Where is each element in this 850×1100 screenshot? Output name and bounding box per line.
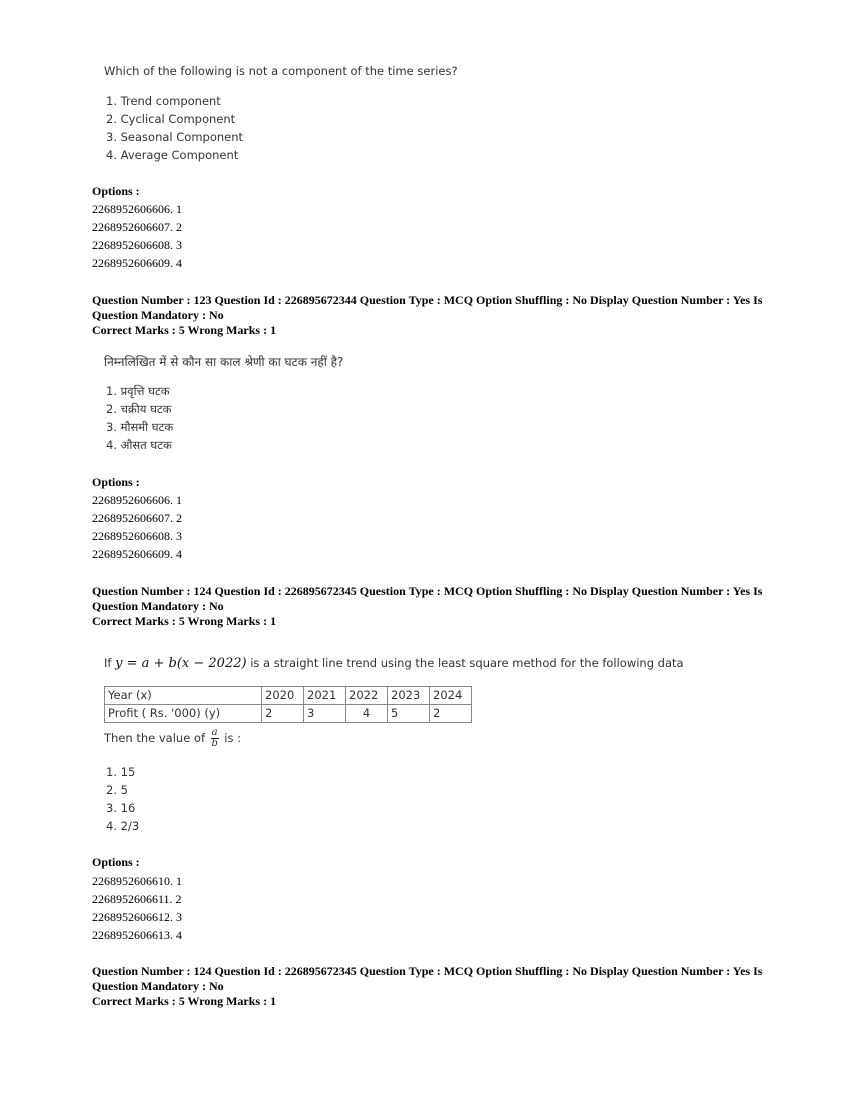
table-cell: 2 xyxy=(262,705,304,723)
option-item: 2268952606607. 2 xyxy=(92,220,182,234)
option-item: 2268952606612. 3 xyxy=(92,910,182,924)
option-list xyxy=(92,200,182,272)
option-item: 2268952606606. 1 xyxy=(92,202,182,216)
followup-text xyxy=(104,728,241,749)
table-cell: 3 xyxy=(304,705,346,723)
choice-item: 3. Seasonal Component xyxy=(106,130,244,144)
option-item: 2268952606609. 4 xyxy=(92,547,182,561)
option-item: 2268952606613. 4 xyxy=(92,928,182,942)
choice-list xyxy=(106,382,173,454)
choice-list xyxy=(106,763,139,835)
fraction-numerator: a xyxy=(211,727,218,738)
options-label: Options : xyxy=(92,184,140,198)
marks-line: Correct Marks : 5 Wrong Marks : 1 xyxy=(92,323,277,337)
choice-list xyxy=(106,92,243,164)
question-text: Which of the following is not a component of the time series? xyxy=(104,64,458,78)
choice-item: 3. 16 xyxy=(106,801,136,815)
choice-item: 3. मौसमी घटक xyxy=(106,420,174,434)
question-text xyxy=(104,656,684,671)
choice-item: 4. Average Component xyxy=(106,148,239,162)
choice-item: 2. 5 xyxy=(106,783,128,797)
table-cell: 2020 xyxy=(262,687,304,705)
question-meta: Question Number : 124 Question Id : 226895672345 Question Type : MCQ Option Shuffling : No Display Question Number : Yes Is Question Mandatory : No xyxy=(92,584,763,613)
data-table xyxy=(104,686,472,723)
fraction xyxy=(211,728,219,749)
question-prefix: If xyxy=(104,656,112,670)
option-item: 2268952606611. 2 xyxy=(92,892,182,906)
followup-suffix: is : xyxy=(224,731,242,745)
table-cell: 2023 xyxy=(388,687,430,705)
table-row-label: Profit ( Rs. '000) (y) xyxy=(105,705,262,723)
options-label: Options : xyxy=(92,475,140,489)
fraction-denominator: b xyxy=(211,738,218,749)
option-item: 2268952606608. 3 xyxy=(92,529,182,543)
options-label: Options : xyxy=(92,855,140,869)
table-cell: 2 xyxy=(430,705,472,723)
option-list xyxy=(92,491,182,563)
question-meta: Question Number : 123 Question Id : 226895672344 Question Type : MCQ Option Shuffling : No Display Question Number : Yes Is Question Mandatory : No xyxy=(92,293,763,322)
table-cell: 5 xyxy=(388,705,430,723)
table-cell: 2022 xyxy=(346,687,388,705)
table-cell: 4 xyxy=(346,705,388,723)
choice-item: 1. Trend component xyxy=(106,94,221,108)
marks-line: Correct Marks : 5 Wrong Marks : 1 xyxy=(92,994,277,1008)
choice-item: 2. चक्रीय घटक xyxy=(106,402,172,416)
question-suffix: is a straight line trend using the least square method for the following data xyxy=(250,656,684,670)
option-item: 2268952606608. 3 xyxy=(92,238,182,252)
choice-item: 4. औसत घटक xyxy=(106,438,172,452)
choice-item: 1. प्रवृत्ति घटक xyxy=(106,384,170,398)
table-cell: 2024 xyxy=(430,687,472,705)
followup-prefix: Then the value of xyxy=(104,731,206,745)
question-meta: Question Number : 124 Question Id : 226895672345 Question Type : MCQ Option Shuffling : No Display Question Number : Yes Is Question Mandatory : No xyxy=(92,964,763,993)
table-cell: 2021 xyxy=(304,687,346,705)
option-item: 2268952606610. 1 xyxy=(92,874,182,888)
choice-item: 1. 15 xyxy=(106,765,136,779)
trend-equation: y = a + b(x − 2022) xyxy=(115,656,247,671)
choice-item: 4. 2/3 xyxy=(106,819,140,833)
table-row xyxy=(105,687,472,705)
option-item: 2268952606609. 4 xyxy=(92,256,182,270)
marks-line: Correct Marks : 5 Wrong Marks : 1 xyxy=(92,614,277,628)
option-item: 2268952606607. 2 xyxy=(92,511,182,525)
question-text: निम्नलिखित में से कौन सा काल श्रेणी का घटक नहीं है? xyxy=(104,355,344,369)
choice-item: 2. Cyclical Component xyxy=(106,112,236,126)
table-row xyxy=(105,705,472,723)
table-row-label: Year (x) xyxy=(105,687,262,705)
option-item: 2268952606606. 1 xyxy=(92,493,182,507)
option-list xyxy=(92,872,182,944)
